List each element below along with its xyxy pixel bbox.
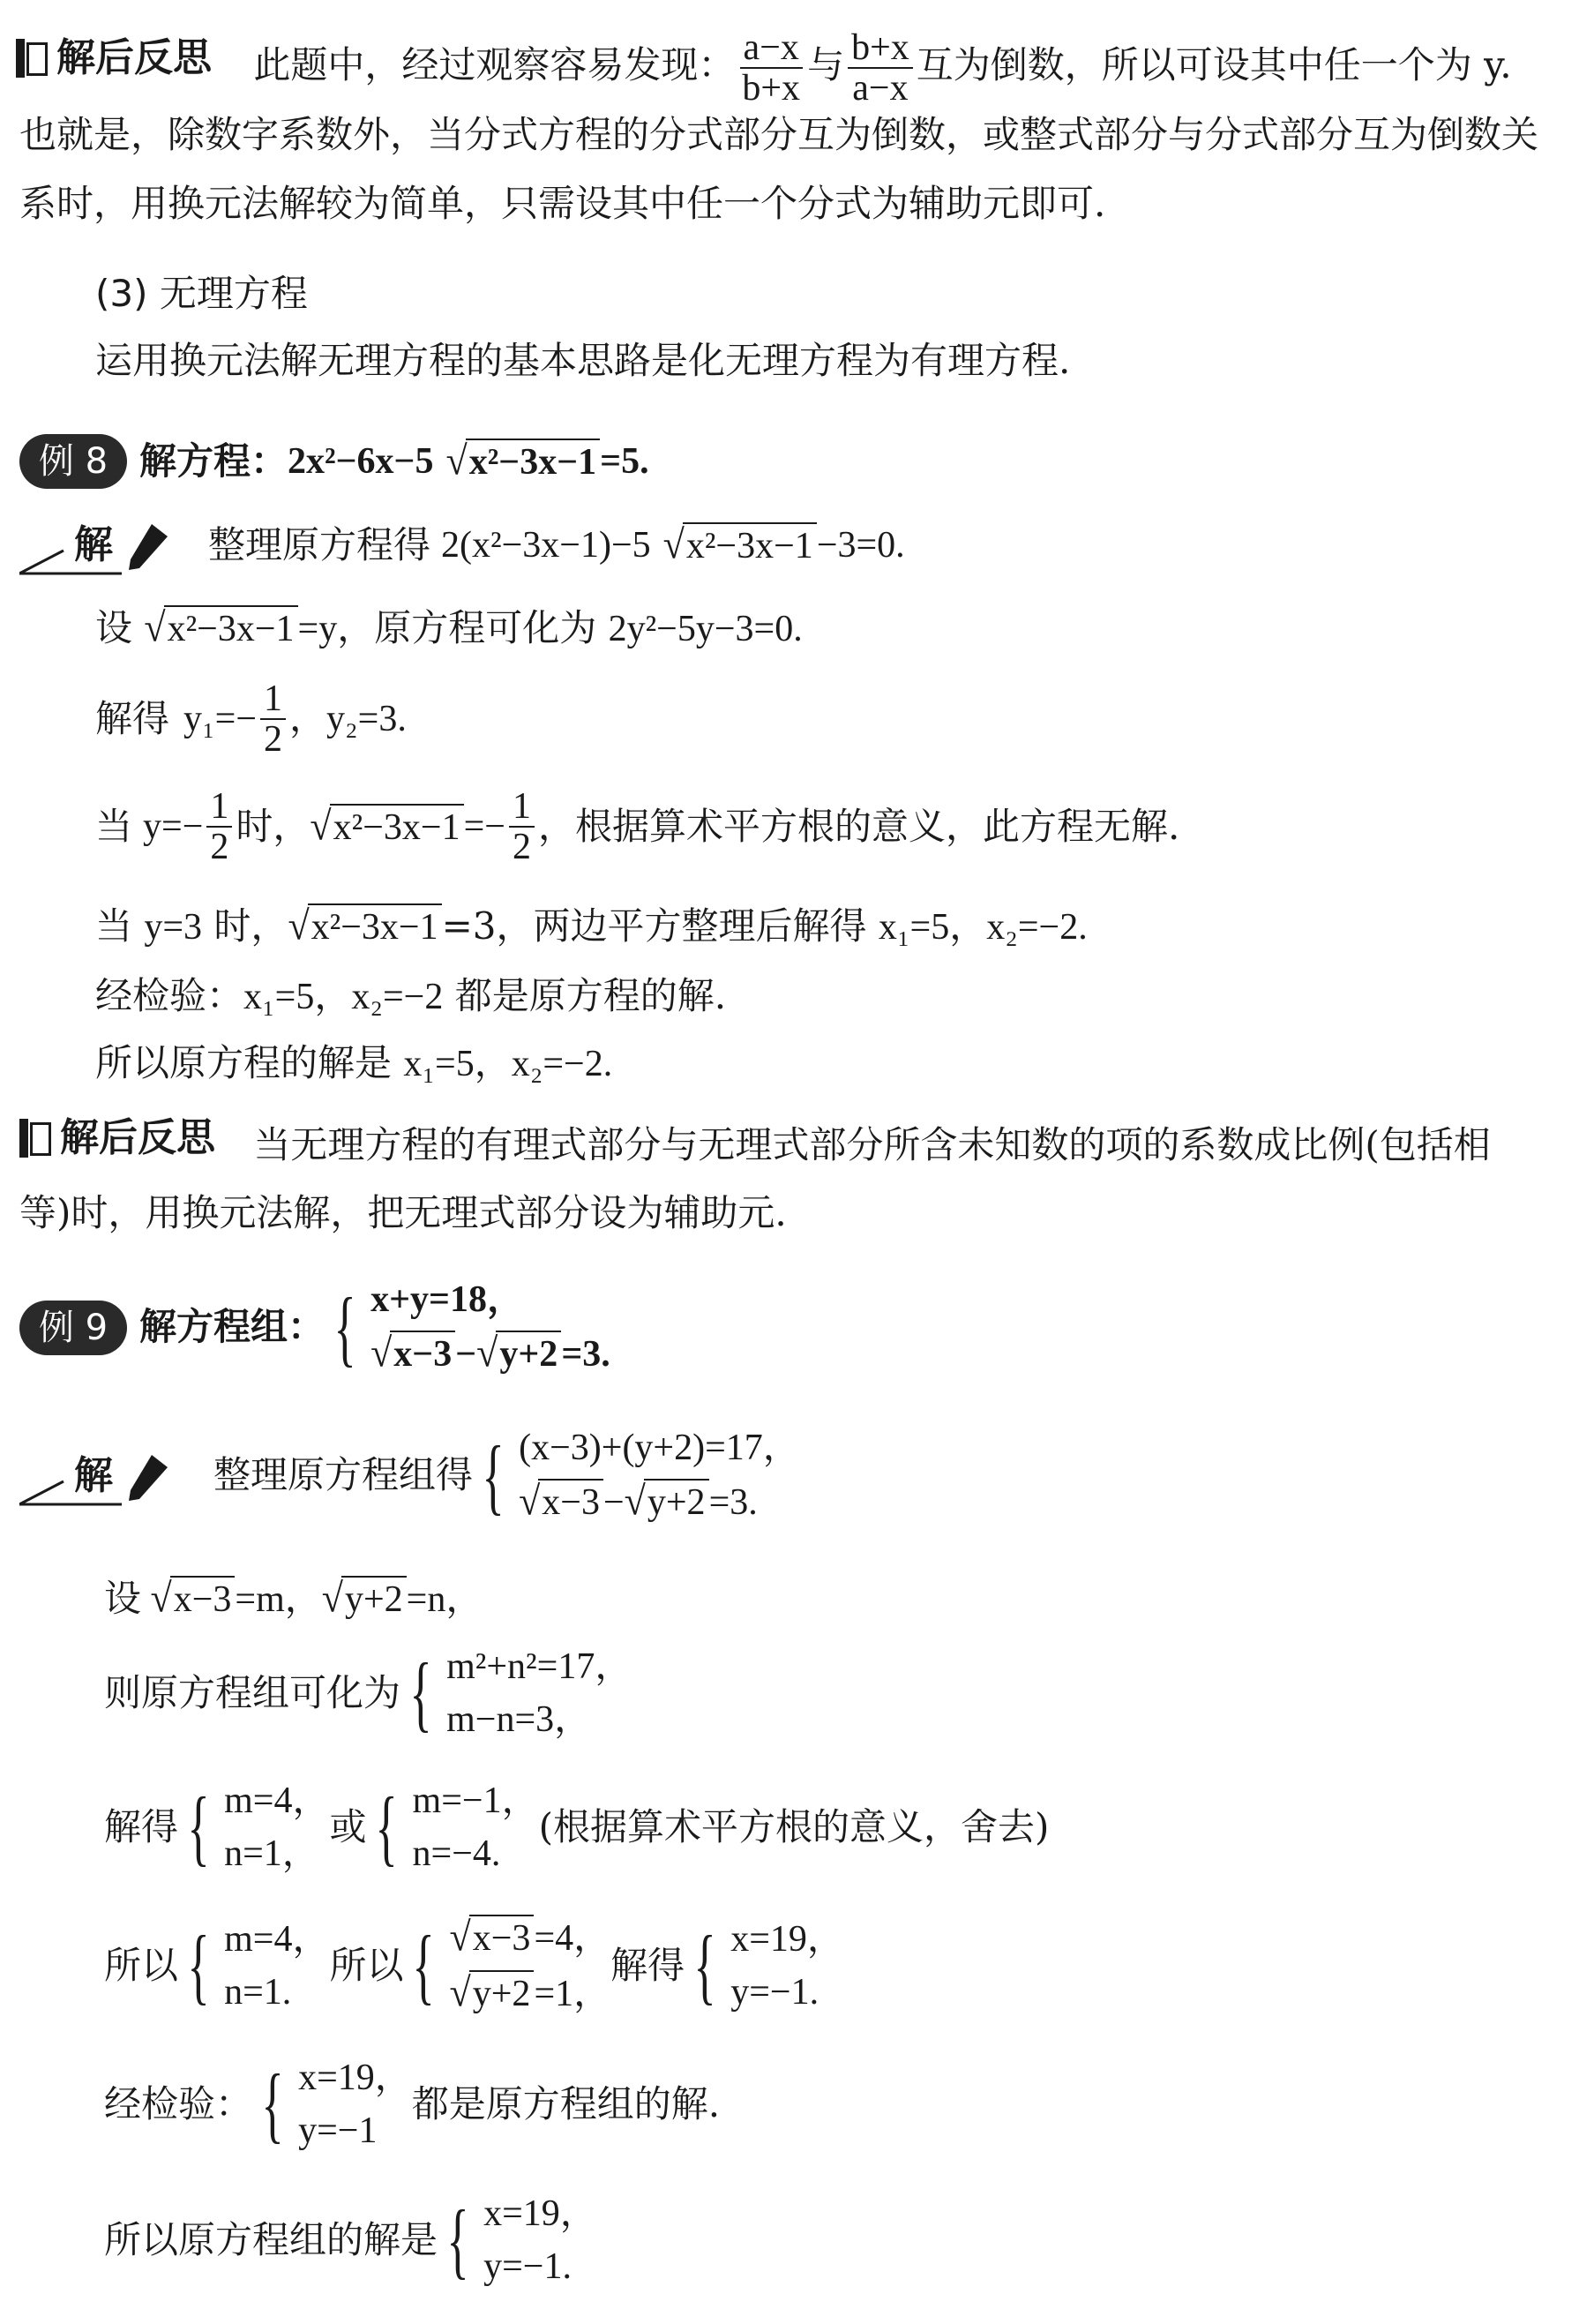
brace-symbol: { bbox=[187, 1917, 210, 2013]
or-text: 或 bbox=[329, 1805, 367, 1849]
brace-symbol: { bbox=[693, 1917, 716, 2013]
system-line-1: m=4， bbox=[224, 1780, 330, 1821]
roots: x₁=5，x₂=−2. bbox=[878, 907, 1088, 948]
example-8-step-7 bbox=[95, 1041, 612, 1086]
step-lead: 整理原方程得 bbox=[208, 522, 431, 566]
fraction-denominator: 2 bbox=[512, 827, 531, 868]
brace-symbol: { bbox=[446, 2193, 469, 2288]
example-9-step-5 bbox=[104, 1915, 844, 2017]
example-9-step-6 bbox=[104, 2056, 720, 2154]
system-line-2 bbox=[519, 1479, 800, 1526]
roots: x₁=5，x₂=−2. bbox=[403, 1044, 613, 1084]
solution-label: 解 bbox=[74, 522, 113, 567]
fraction-denominator: a−x bbox=[852, 68, 909, 109]
reflection-2-line-1 bbox=[19, 1115, 1491, 1168]
system-line-1: x=19， bbox=[730, 1918, 844, 1960]
brace-symbol: { bbox=[187, 1780, 210, 1875]
system-tail: =4， bbox=[534, 1918, 611, 1959]
step-tail: =n， bbox=[406, 1579, 483, 1620]
system-line-2: y=−1. bbox=[483, 2246, 572, 2288]
step-lead: 解得 bbox=[104, 1805, 179, 1849]
step-equals: =− bbox=[463, 806, 505, 847]
roots: x₁=5，x₂=−2 bbox=[243, 977, 444, 1017]
fraction-numerator: b+x bbox=[848, 28, 913, 69]
sqrt-expression: √ x²−3x−1 bbox=[310, 804, 463, 851]
reflection-1-intro: 此题中，经过观察容易发现： bbox=[253, 43, 736, 87]
question-sqrt: √ x²−3x−1 bbox=[445, 439, 600, 485]
example-8-step-1 bbox=[19, 519, 905, 572]
section-description: 运用换元法解无理方程的基本思路是化无理方程为有理方程. bbox=[95, 339, 1071, 382]
step-lead: 所以原方程组的解是 bbox=[104, 2218, 438, 2262]
step-tail: 都是原方程组的解. bbox=[411, 2082, 721, 2126]
system-tail: =3. bbox=[561, 1334, 610, 1376]
brace-symbol: { bbox=[333, 1279, 356, 1375]
reflection-2-label: 解后反思 bbox=[60, 1115, 215, 1160]
system-line-2: n=1， bbox=[224, 1833, 319, 1875]
equation-system bbox=[178, 1917, 329, 2015]
reflection-2-heading bbox=[19, 1115, 215, 1162]
system-line-2: m−n=3， bbox=[446, 1699, 592, 1741]
connector-text: 与 bbox=[807, 43, 845, 87]
fraction-denominator: b+x bbox=[742, 68, 801, 109]
solution-marker bbox=[19, 1450, 178, 1503]
example-8-step-4 bbox=[95, 787, 1179, 866]
sqrt-radicand: y+2 bbox=[341, 1576, 407, 1623]
question-lead: 解方程组： bbox=[139, 1305, 326, 1349]
step-lead: 设 bbox=[104, 1579, 142, 1620]
sqrt-expression: √ x²−3x−1 bbox=[144, 605, 297, 652]
fraction-one-half bbox=[206, 787, 232, 866]
sqrt-radicand: x−3 bbox=[390, 1331, 455, 1377]
sqrt-expression: √ x²−3x−1 bbox=[288, 903, 441, 950]
fraction-denominator: 2 bbox=[210, 827, 229, 868]
step-lead: 解得 bbox=[95, 696, 170, 740]
step-middle: =y，原方程可化为 bbox=[297, 609, 597, 649]
example-8-step-6 bbox=[95, 974, 726, 1019]
equation-system bbox=[325, 1278, 610, 1377]
system-tail: =1， bbox=[534, 1973, 611, 2014]
equation-system bbox=[400, 1645, 632, 1743]
step-tail: (根据算术平方根的意义，舍去) bbox=[538, 1805, 1050, 1849]
system-line-2: n=1. bbox=[224, 1971, 292, 2013]
step-lead: 经检验： bbox=[104, 2082, 253, 2126]
sqrt-expression: √ y+2 bbox=[322, 1576, 407, 1623]
reflection-1-line-3: 系时，用换元法解较为简单，只需设其中任一个分式为辅助元即可. bbox=[19, 182, 1106, 225]
expression-left: 2(x²−3x−1)−5 bbox=[441, 524, 651, 566]
step-lead: 整理原方程组得 bbox=[213, 1453, 474, 1497]
sqrt-expression: √ y+2 bbox=[476, 1331, 561, 1377]
system-line-1 bbox=[450, 1915, 611, 1961]
solution-marker bbox=[19, 519, 178, 572]
book-icon bbox=[16, 39, 48, 78]
reflection-1-line-1 bbox=[16, 28, 1512, 108]
example-9-question bbox=[19, 1278, 610, 1377]
reflection-2-line-2: 等)时，用换元法解，把无理式部分设为辅助元. bbox=[19, 1191, 787, 1234]
equation-system bbox=[403, 1915, 610, 2017]
step-tail: =3，两边平方整理后解得 bbox=[441, 904, 867, 948]
equation-system bbox=[252, 2056, 412, 2154]
sqrt-radicand: x−3 bbox=[538, 1479, 603, 1526]
sqrt-expression: √ x−3 bbox=[151, 1576, 236, 1623]
example-8-step-5 bbox=[95, 903, 1088, 950]
system-line-2: y=−1. bbox=[730, 1971, 819, 2013]
root-y2: ，y₂=3. bbox=[289, 698, 407, 739]
system-line-2: n=−4. bbox=[412, 1833, 501, 1875]
step-lead: 解得 bbox=[610, 1943, 685, 1987]
example-8-step-2 bbox=[95, 605, 803, 652]
fraction-numerator: 1 bbox=[509, 787, 535, 828]
brace-symbol: { bbox=[409, 1646, 432, 1741]
sqrt-expression: √ x²−3x−1 bbox=[663, 522, 817, 569]
case-y: y=3 bbox=[144, 907, 203, 948]
system-line-1: x+y=18， bbox=[370, 1279, 524, 1320]
fraction-one-half bbox=[509, 787, 535, 866]
equation-system bbox=[685, 1917, 844, 2015]
equation-system bbox=[473, 1426, 800, 1526]
fraction-b-plus-x bbox=[848, 28, 913, 108]
sqrt-radicand: x²−3x−1 bbox=[164, 605, 298, 652]
example-9-badge: 例 9 bbox=[19, 1301, 127, 1355]
example-9-step-4 bbox=[104, 1779, 1049, 1877]
minus-sign: − bbox=[455, 1334, 477, 1376]
step-lead: 所以 bbox=[104, 1943, 179, 1987]
sqrt-radicand: y+2 bbox=[469, 1970, 535, 2017]
sqrt-radicand: x²−3x−1 bbox=[308, 903, 442, 950]
sqrt-expression: √ x−3 bbox=[370, 1331, 455, 1377]
example-9-step-3 bbox=[104, 1645, 632, 1743]
example-9-step-7 bbox=[104, 2192, 597, 2290]
system-line-1: m²+n²=17， bbox=[446, 1646, 632, 1687]
fraction-numerator: 1 bbox=[260, 679, 286, 720]
fraction-denominator: 2 bbox=[264, 719, 283, 761]
example-9-step-1 bbox=[19, 1426, 800, 1526]
brace-symbol: { bbox=[375, 1780, 399, 1875]
example-8-question bbox=[19, 434, 649, 489]
step-tail: ，根据算术平方根的意义，此方程无解. bbox=[537, 804, 1180, 848]
step-lead: 所以原方程的解是 bbox=[95, 1041, 393, 1084]
system-tail: =3. bbox=[708, 1482, 758, 1524]
example-8-step-3 bbox=[95, 679, 407, 759]
example-9-step-2 bbox=[104, 1576, 483, 1623]
reflection-1-heading bbox=[16, 35, 212, 82]
step-lead: 设 bbox=[95, 606, 133, 649]
system-line-1: x=19， bbox=[298, 2058, 412, 2098]
sqrt-radicand: y+2 bbox=[644, 1479, 709, 1526]
reflection-1-label: 解后反思 bbox=[56, 34, 212, 80]
expression-right: −3=0. bbox=[816, 524, 905, 566]
system-line-2: y=−1 bbox=[298, 2110, 378, 2152]
sqrt-radicand: x²−3x−1 bbox=[683, 522, 817, 569]
step-lead: 当 bbox=[95, 804, 133, 848]
brace-symbol: { bbox=[482, 1428, 505, 1523]
sqrt-expression: √ y+2 bbox=[450, 1970, 535, 2017]
fraction-numerator: 1 bbox=[206, 787, 232, 828]
system-line-2 bbox=[450, 1970, 611, 2017]
brace-symbol: { bbox=[412, 1917, 436, 2013]
question-lead: 解方程： bbox=[139, 439, 288, 483]
fraction-a-minus-x bbox=[738, 28, 804, 108]
minus-sign: − bbox=[602, 1482, 625, 1524]
step-lead: 当 bbox=[95, 904, 133, 948]
solution-label: 解 bbox=[74, 1452, 113, 1498]
sqrt-radicand: x−3 bbox=[469, 1915, 535, 1961]
question-expression-left: 2x²−6x−5 bbox=[288, 440, 434, 482]
root-y1: y₁=− bbox=[183, 698, 258, 739]
sqrt-expression: √ y+2 bbox=[625, 1479, 709, 1526]
sqrt-radicand: x−3 bbox=[170, 1576, 236, 1623]
fraction-numerator: a−x bbox=[740, 28, 803, 69]
brace-symbol: { bbox=[261, 2057, 284, 2152]
system-line-1: x=19， bbox=[483, 2193, 597, 2234]
example-8-badge: 例 8 bbox=[19, 434, 127, 489]
reflection-1-line-2: 也就是，除数字系数外，当分式方程的分式部分互为倒数，或整式部分与分式部分互为倒数关 bbox=[19, 113, 1539, 156]
book-icon bbox=[19, 1119, 51, 1158]
equation-system bbox=[178, 1779, 329, 1877]
step-time: 时， bbox=[236, 804, 311, 848]
sqrt-expression: √ x−3 bbox=[519, 1479, 603, 1526]
system-line-1: m=−1， bbox=[412, 1780, 539, 1821]
step-middle: =m， bbox=[235, 1579, 322, 1620]
step-lead: 经检验： bbox=[95, 974, 244, 1017]
section-title: (3) 无理方程 bbox=[95, 272, 308, 315]
system-line-1: (x−3)+(y+2)=17， bbox=[519, 1428, 800, 1468]
sqrt-radicand: y+2 bbox=[496, 1331, 561, 1377]
sqrt-radicand: x²−3x−1 bbox=[330, 804, 464, 851]
reflection-2-text: 当无理方程的有理式部分与无理式部分所含未知数的项的系数成比例(包括相 bbox=[253, 1123, 1491, 1167]
fraction-one-half bbox=[260, 679, 286, 759]
step-lead: 所以 bbox=[329, 1943, 404, 1987]
question-expression-right: =5. bbox=[600, 440, 649, 482]
system-line-2 bbox=[370, 1331, 610, 1377]
step-time: 时， bbox=[213, 904, 288, 948]
step-equation: 2y²−5y−3=0. bbox=[608, 609, 803, 649]
sqrt-expression: √ x−3 bbox=[450, 1915, 535, 1961]
case-y: y=− bbox=[143, 806, 204, 847]
reflection-1-tail: 互为倒数，所以可设其中任一个为 y. bbox=[916, 43, 1512, 87]
system-line-1: m=4， bbox=[224, 1918, 330, 1960]
equation-system bbox=[366, 1779, 538, 1877]
step-tail: 都是原方程的解. bbox=[454, 974, 727, 1017]
step-lead: 则原方程组可化为 bbox=[104, 1671, 401, 1715]
sqrt-radicand: x²−3x−1 bbox=[466, 439, 600, 485]
equation-system bbox=[438, 2192, 597, 2290]
